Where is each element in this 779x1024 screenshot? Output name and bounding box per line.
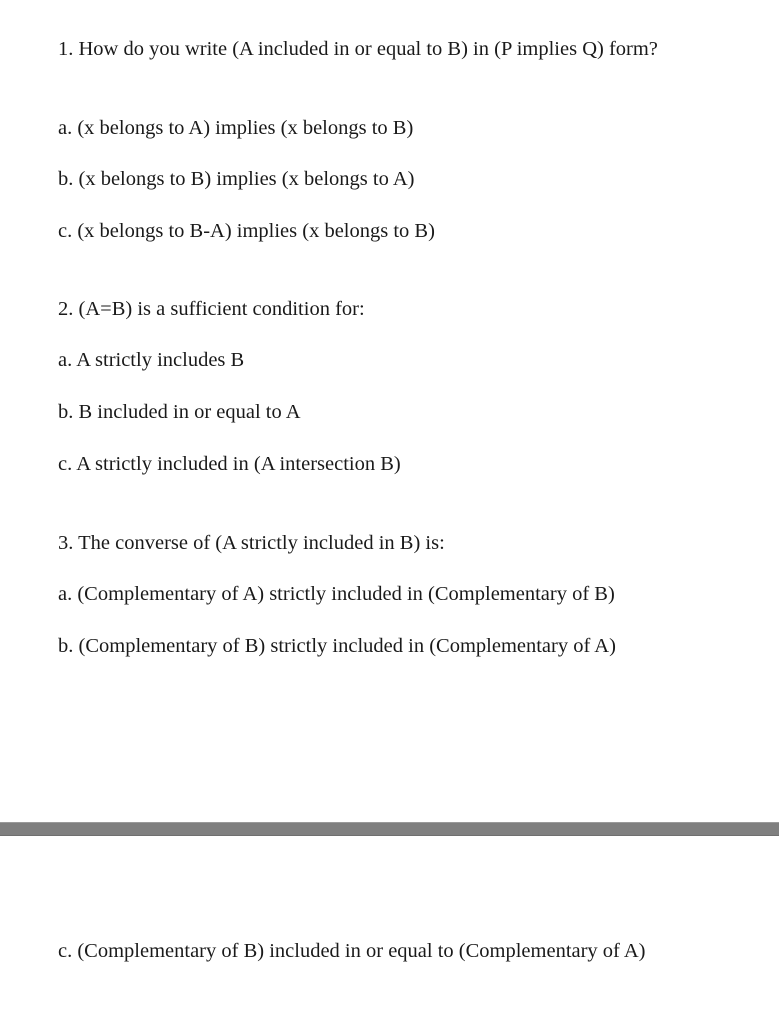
question-2-option-a: a. A strictly includes B (58, 349, 245, 371)
question-3-prompt: 3. The converse of (A strictly included in B) is: (58, 532, 445, 554)
question-3-option-c: c. (Complementary of B) included in or equal to (Complementary of A) (58, 940, 646, 962)
question-3-option-a: a. (Complementary of A) strictly included in (Complementary of B) (58, 583, 615, 605)
question-2-option-b: b. B included in or equal to A (58, 401, 301, 423)
question-2-option-c: c. A strictly included in (A intersection B) (58, 453, 401, 475)
question-2-prompt: 2. (A=B) is a sufficient condition for: (58, 298, 365, 320)
question-1-option-b: b. (x belongs to B) implies (x belongs to A) (58, 168, 415, 190)
question-1-option-c: c. (x belongs to B-A) implies (x belongs to B) (58, 220, 435, 242)
question-1-prompt: 1. How do you write (A included in or equal to B) in (P implies Q) form? (58, 38, 658, 60)
page-divider (0, 822, 779, 836)
question-1-option-a: a. (x belongs to A) implies (x belongs to B) (58, 117, 414, 139)
question-3-option-b: b. (Complementary of B) strictly included in (Complementary of A) (58, 635, 616, 657)
